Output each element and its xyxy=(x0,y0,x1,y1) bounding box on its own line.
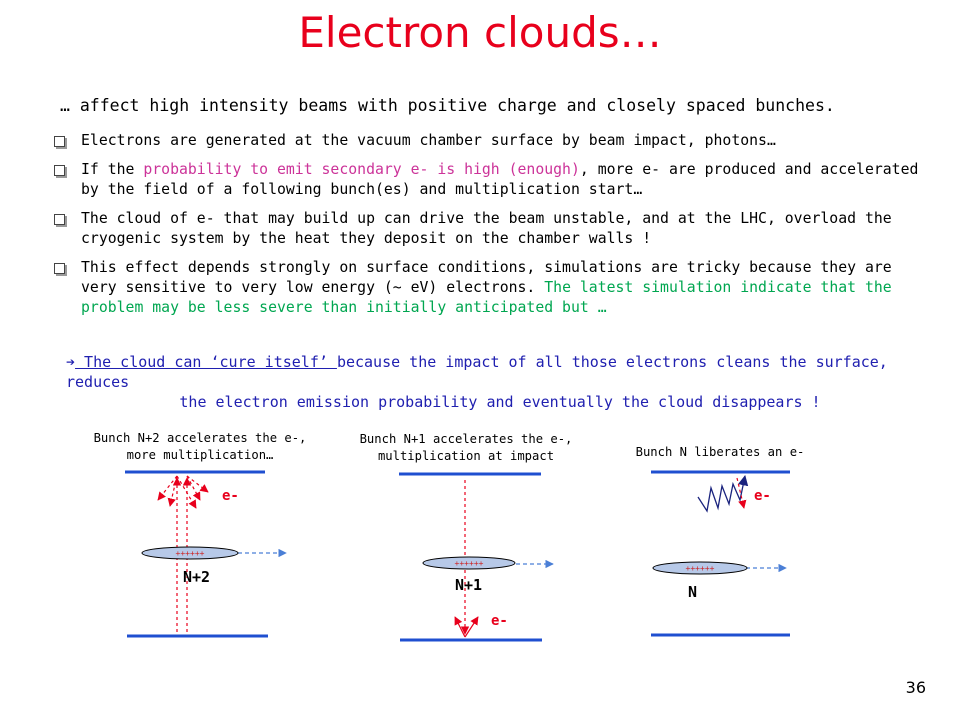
panel-n2 xyxy=(125,472,286,636)
bunch-charges: ++++++ xyxy=(175,549,205,558)
photon-wave-icon xyxy=(698,476,745,511)
electron-label: e- xyxy=(754,488,771,504)
right-arrow-icon: ➔ xyxy=(66,353,76,371)
bullet-text-post: , more e- are produced and accelerated by the field of a following bunch(es) and multiplication start… xyxy=(81,161,919,198)
electron-label: e- xyxy=(491,613,508,629)
bullet-highlight: The latest simulation indicate that the problem may be less severe than initially anticipated but … xyxy=(81,279,892,316)
caption-line: multiplication at impact xyxy=(377,449,555,463)
bullet-text-pre: If the xyxy=(81,161,144,178)
bunch-label: N+2 xyxy=(183,568,211,586)
bunch-label: N+1 xyxy=(455,576,483,594)
caption-line: Bunch N liberates an e- xyxy=(635,445,805,459)
panel-n1 xyxy=(399,474,553,640)
conclusion-line-2: the electron emission probability and eventually the cloud disappears ! xyxy=(179,393,821,411)
bunch-charges: ++++++ xyxy=(685,564,715,573)
conclusion-underlined: The cloud can ‘cure itself’ xyxy=(75,353,337,371)
intro-text: … affect high intensity beams with positive charge and closely spaced bunches. xyxy=(60,96,835,115)
bullet-text: The cloud of e- that may build up can drive the beam unstable, and at the LHC, overload the cryogenic system by the heat they deposit on the chamber walls ! xyxy=(81,210,892,247)
slide-title: Electron clouds… xyxy=(298,8,662,57)
caption-line: Bunch N+1 accelerates the e-, xyxy=(359,432,573,446)
bullet-text: Electrons are generated at the vacuum chamber surface by beam impact, photons… xyxy=(81,132,776,149)
bunch-label: N xyxy=(688,583,698,601)
bunch-charges: ++++++ xyxy=(454,559,484,568)
panel-n xyxy=(651,472,790,635)
caption-line: Bunch N+2 accelerates the e-, xyxy=(93,431,307,445)
electron-label: e- xyxy=(222,488,239,504)
page-number: 36 xyxy=(905,678,926,697)
caption-line: more multiplication… xyxy=(126,448,274,462)
bullet-highlight: probability to emit secondary e- is high (enough) xyxy=(143,161,580,178)
conclusion-rest: because the impact of all those electrons cleans the surface, reduces xyxy=(66,353,888,391)
electron-trajectory xyxy=(737,478,744,508)
secondary-emission xyxy=(455,617,478,637)
bullet-text-pre: This effect depends strongly on surface conditions, simulations are tricky because they are very sensitive to very low energy (~ eV) electrons. xyxy=(81,259,892,296)
